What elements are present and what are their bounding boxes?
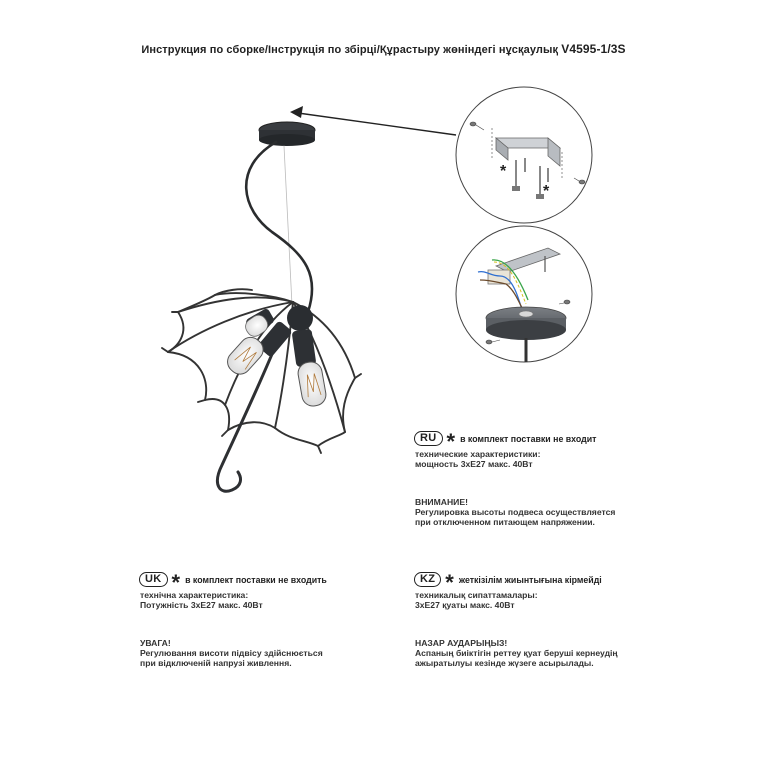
ru-specs — [415, 449, 540, 469]
uk-spec-value: Потужність 3хЕ27 макс. 40Вт — [140, 600, 263, 610]
star-mark-1: * — [500, 163, 507, 180]
lang-badge-ru: RU — [414, 431, 443, 446]
uk-warning-line-1: Регулювання висоти підвісу здійснюється — [140, 648, 323, 658]
kz-warning — [415, 638, 618, 668]
ru-spec-title: технические характеристики: — [415, 449, 541, 459]
lang-badge-kz: KZ — [414, 572, 441, 587]
uk-not-included: в комплект поставки не входить — [185, 574, 327, 585]
kz-not-included: жеткізілім жиынтығына кірмейді — [458, 574, 602, 585]
kz-spec-title: техникалық сипаттамалары: — [415, 590, 538, 600]
kz-warning-line-2: ажыратылуы кезінде жүзеге асырылады. — [415, 658, 594, 668]
detail-mounting-bracket — [456, 87, 592, 223]
uk-warning — [140, 638, 323, 668]
kz-warning-title: НАЗАР АУДАРЫҢЫЗ! — [415, 638, 508, 648]
ru-not-included: в комплект поставки не входит — [460, 433, 597, 444]
kz-warning-line-1: Аспаның биіктігін реттеу қуат беруші кернеудің — [415, 648, 618, 658]
detail-wiring — [456, 226, 592, 362]
uk-warning-title: УВАГА! — [140, 638, 171, 648]
uk-warning-line-2: при відключеній напрузі живлення. — [140, 658, 292, 668]
ru-warning-line-1: Регулировка высоты подвеса осуществляется — [415, 507, 616, 517]
kz-specs — [415, 590, 538, 610]
star-mark-2: * — [543, 183, 550, 200]
uk-specs — [140, 590, 263, 610]
ru-warning — [415, 497, 615, 527]
header-title: Инструкция по сборке/Інструкція по збірці/Құрастыру жөніндегі нұсқаулық — [141, 44, 559, 56]
uk-spec-title: технічна характеристика: — [140, 590, 249, 600]
star-icon: * — [171, 569, 181, 595]
lamp-illustration — [162, 122, 361, 491]
ru-warning-title: ВНИМАНИЕ! — [415, 497, 468, 507]
kz-spec-value: 3хЕ27 қуаты макс. 40Вт — [415, 600, 515, 610]
ceiling-canopy — [259, 122, 315, 146]
model-code: V4595-1/3S — [561, 42, 626, 56]
star-icon: * — [445, 569, 454, 595]
lang-badge-uk: UK — [139, 572, 168, 587]
ru-spec-value: мощность 3хЕ27 макс. 40Вт — [415, 459, 533, 469]
star-icon: * — [446, 428, 456, 454]
ru-warning-line-2: при отключенном питающем напряжении. — [415, 517, 595, 527]
